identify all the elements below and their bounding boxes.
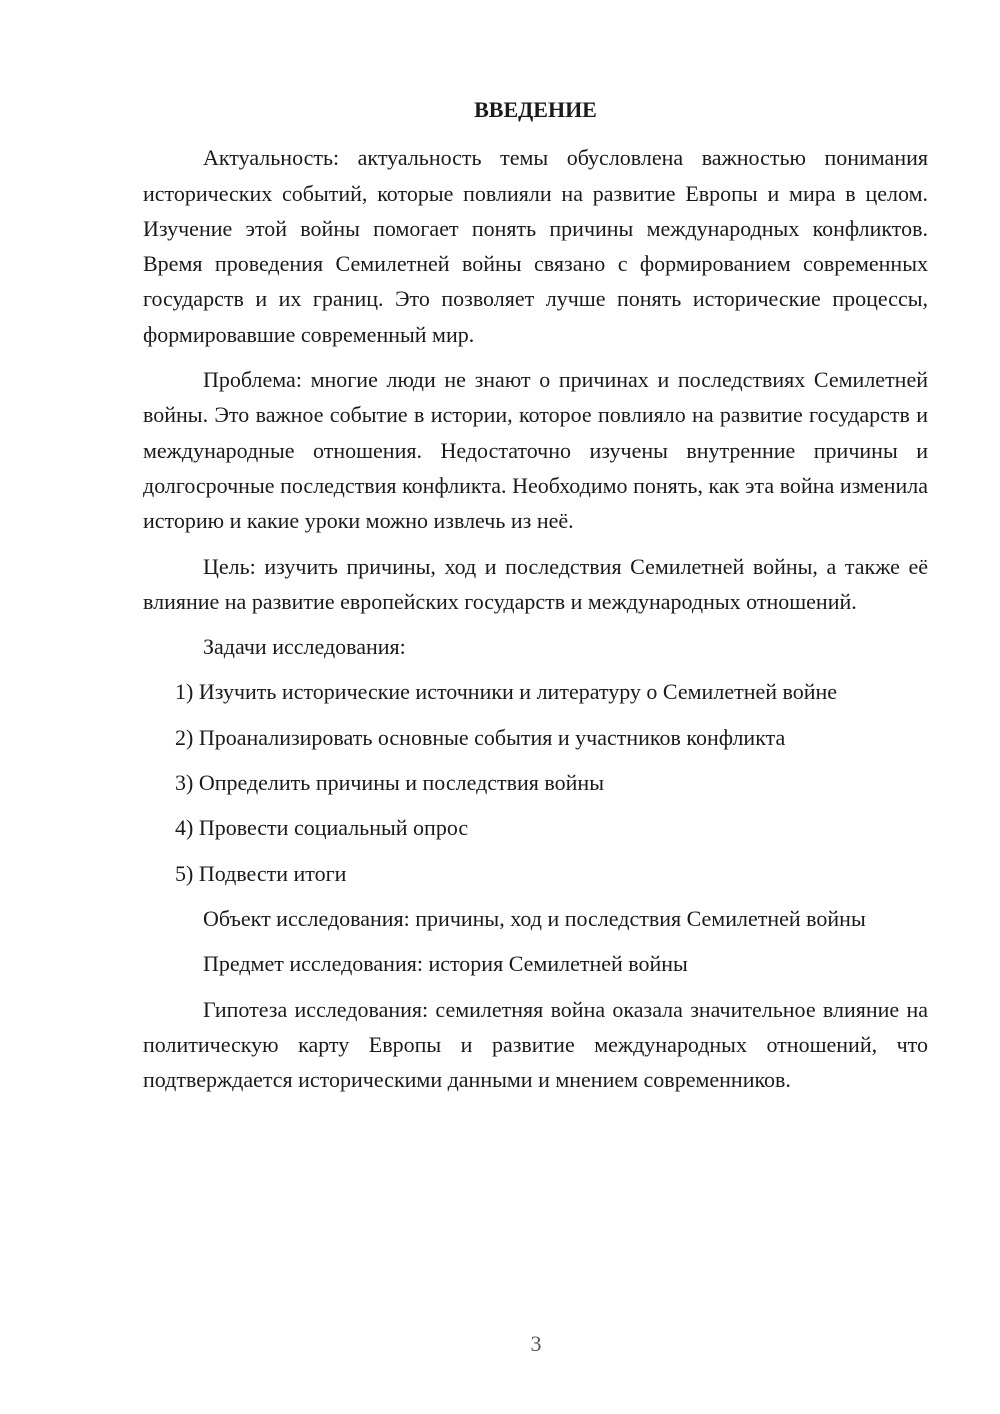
list-item: 1) Изучить исторические источники и литературу о Семилетней войне (175, 679, 838, 705)
object-paragraph: Объект исследования: причины, ход и последствия Семилетней войны (203, 905, 866, 931)
page-title: ВВЕДЕНИЕ (474, 97, 597, 122)
list-item: 2) Проанализировать основные события и участников конфликта (175, 724, 786, 750)
relevance-paragraph: Актуальность: актуальность темы обусловлена важностью понимания исторических событий, которые повлияли на развитие Европы и мира в целом. Изучение этой войны помогает понять причины международных конфликтов. Время проведения Семилетней войны связано с формированием современных государств и их границ. Это позволяет лучше понять исторические процессы, формировавшие современный мир. (143, 145, 928, 347)
list-item: 3) Определить причины и последствия войны (175, 770, 604, 796)
tasks-heading: Задачи исследования: (203, 634, 406, 660)
problem-paragraph: Проблема: многие люди не знают о причинах и последствиях Семилетней войны. Это важное событие в истории, которое повлияло на развитие государств и международные отношения. Недостаточно изучены внутренние причины и долгосрочные последствия конфликта. Необходимо понять, как эта война изменила историю и какие уроки можно извлечь из неё. (143, 367, 928, 534)
list-item: 5) Подвести итоги (175, 860, 347, 886)
tasks-list (143, 674, 928, 890)
goal-paragraph: Цель: изучить причины, ход и последствия Семилетней войны, а также её влияние на развитие европейских государств и международных отношений. (143, 553, 928, 614)
document-page (143, 92, 928, 1107)
list-item: 4) Провести социальный опрос (175, 815, 469, 841)
hypothesis-paragraph: Гипотеза исследования: семилетняя война оказала значительное влияние на политическую карту Европы и развитие международных отношений, что подтверждается историческими данными и мнением современников. (143, 996, 928, 1093)
subject-paragraph: Предмет исследования: история Семилетней войны (203, 951, 688, 977)
page-number: 3 (530, 1331, 542, 1356)
